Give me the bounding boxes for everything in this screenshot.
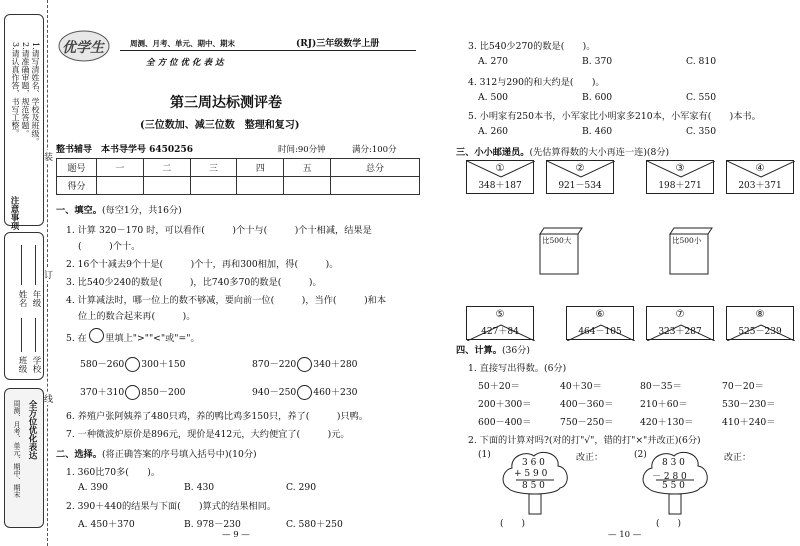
logo-sub: 全方位优化表达 [146, 58, 227, 68]
s2-q1-option-b[interactable]: B. 430 [184, 482, 215, 493]
score-header-cell: 五 [284, 159, 331, 177]
s2-q2-option-a[interactable]: A. 450＋370 [78, 519, 135, 530]
compare-item-4 [252, 384, 358, 400]
compare-left: 370＋310 [80, 387, 125, 398]
score-cell[interactable] [331, 177, 420, 195]
mailbox-right-label: 比500小 [672, 236, 702, 245]
compare-circle[interactable] [125, 385, 140, 400]
envelope-1[interactable] [466, 160, 534, 194]
envelope-4[interactable] [726, 160, 794, 194]
book-label: (RJ)三年级数学上册 [296, 39, 380, 49]
envelope-number: ④ [755, 163, 765, 174]
score-cell[interactable] [190, 177, 237, 195]
compare-left: 580－260 [80, 359, 125, 370]
mental-item[interactable]: 400－360＝ [560, 399, 614, 410]
s2-q4-option-c[interactable]: C. 550 [686, 92, 717, 103]
envelope-2[interactable] [546, 160, 614, 194]
envelope-6[interactable] [566, 306, 634, 340]
score-table-header-row [57, 159, 420, 177]
envelope-number: ⑦ [675, 309, 685, 320]
s1-q5: 5. 在 里填上">""<"或"="。 [66, 333, 200, 344]
s2-q2-option-c[interactable]: C. 580＋250 [286, 519, 343, 530]
check1-row2: + 5 9 0 [514, 469, 548, 479]
s1-q2: 2. 16个十减去9个十是( )个十，再和300相加，得( )。 [66, 259, 339, 270]
series-label: 周测、月考、单元、期中、期末 [130, 39, 235, 48]
mailbox-left-label: 比500大 [542, 236, 572, 245]
s2-q1-option-a[interactable]: A. 390 [78, 482, 109, 493]
name-label: 姓名 [17, 290, 27, 307]
s2-q4-option-a[interactable]: A. 500 [478, 92, 509, 103]
s2-q3-option-c[interactable]: C. 810 [686, 56, 717, 67]
s2-q3: 3. 比540少270的数是( )。 [468, 41, 596, 52]
school-line[interactable] [35, 318, 36, 352]
class-line[interactable] [21, 318, 22, 352]
s2-q4-option-b[interactable]: B. 600 [582, 92, 613, 103]
s1-q3: 3. 比540少240的数是( )，比740多70的数是( )。 [66, 277, 322, 288]
logo-text: 优学生 [62, 40, 104, 56]
compare-right: 300＋150 [141, 359, 186, 370]
score-header-cell: 四 [237, 159, 284, 177]
mailbox-left[interactable] [534, 226, 584, 276]
strip-brand: 全方位优化表达 [27, 400, 37, 460]
check2-label: (2) [634, 450, 647, 460]
compare-left: 870－220 [252, 359, 297, 370]
score-header-cell: 一 [97, 159, 144, 177]
s2-q5-option-c[interactable]: C. 350 [686, 126, 717, 137]
compare-right: 460＋230 [313, 387, 358, 398]
page-number-right: — 10 — [608, 530, 642, 540]
mental-item[interactable]: 200＋300＝ [478, 399, 532, 410]
score-cell[interactable] [97, 177, 144, 195]
section1-title: 一、填空。 [56, 205, 102, 216]
check1-fix-label: 改正： [576, 453, 604, 463]
section3-title: 三、小小邮递员。 [456, 147, 530, 158]
envelope-number: ② [575, 163, 585, 174]
score-row-label: 得分 [57, 177, 97, 195]
section2-title: 二、选择。 [56, 449, 102, 460]
section2-note: (将正确答案的序号填入括号中)(10分) [101, 449, 257, 460]
mental-item[interactable]: 420＋130＝ [640, 417, 694, 428]
compare-circle[interactable] [297, 385, 312, 400]
mental-item[interactable]: 210＋60＝ [640, 399, 688, 410]
envelope-expression: 203＋371 [738, 181, 782, 191]
section4-title: 四、计算。 [456, 345, 502, 356]
score-header-cell: 总分 [331, 159, 420, 177]
envelope-expression: 348＋187 [478, 181, 522, 191]
header-rule-left [120, 50, 416, 51]
check1-row3: 8 5 0 [522, 481, 545, 491]
instructions-item2: 2.请准确审题，规范答题。 [21, 42, 30, 138]
score-cell[interactable] [284, 177, 331, 195]
envelope-number: ① [495, 163, 505, 174]
check1-label: (1) [478, 450, 491, 460]
s1-q7: 7. 一种微波炉原价是896元，现价是412元，大约便宜了( )元。 [66, 429, 350, 440]
name-line[interactable] [21, 245, 22, 285]
s2-q1: 1. 360比70多( )。 [66, 467, 161, 478]
s2-q3-option-a[interactable]: A. 270 [478, 56, 509, 67]
strip-brand-box [4, 388, 44, 528]
page-number-left: — 9 — [222, 530, 250, 540]
envelope-expression: 921－534 [558, 181, 602, 191]
check2-fix-label: 改正： [724, 453, 752, 463]
check2-row3: 5 5 0 [662, 481, 685, 491]
grade-label: 年级 [31, 290, 41, 307]
score-table [56, 158, 420, 195]
envelope-expression: 198＋271 [658, 181, 702, 191]
s4-q2: 2. 下面的计算对吗?(对的打"√"，错的打"×"并改正)(6分) [468, 435, 701, 446]
s2-q4: 4. 312与290的和大约是( )。 [468, 77, 605, 88]
strip-brand-sub: 周测、月考、单元、期中、期末 [13, 400, 21, 498]
mental-item[interactable]: 750－250＝ [560, 417, 614, 428]
check1-answer[interactable]: ( ) [500, 519, 526, 529]
section3-note: (先估算得数的大小再连一连)(8分) [529, 147, 670, 158]
compare-right: 850－200 [141, 387, 186, 398]
mark-ding: 订 [44, 268, 53, 281]
compare-item-3 [80, 384, 186, 400]
class-label: 班级 [17, 356, 27, 373]
check2-answer[interactable]: ( ) [656, 519, 682, 529]
s2-q5-option-a[interactable]: A. 260 [478, 126, 509, 137]
s2-q2: 2. 390＋440的结果与下面( )算式的结果相同。 [66, 501, 277, 512]
s1-q4-line1: 4. 计算减法时，哪一位上的数不够减，要向前一位( )，当作( )和本 [66, 295, 387, 306]
mental-item[interactable]: 40＋30＝ [560, 381, 602, 392]
envelope-expression: 427＋84 [481, 327, 519, 337]
compare-item-1 [80, 356, 186, 372]
check2-row1: 8 3 0 [662, 458, 685, 468]
brand-logo [56, 24, 112, 64]
section4-note: (36分) [501, 345, 530, 356]
s4-q1: 1. 直接写出得数。(6分) [468, 363, 567, 374]
page-subtitle: (三位数加、减三位数 整理和复习) [140, 120, 300, 131]
instructions-item1: 1.请写清姓名、学校及班级。 [31, 42, 40, 146]
compare-left: 940－250 [252, 387, 297, 398]
score-header-cell: 题号 [57, 159, 97, 177]
tutoring-label: 整书辅导 本书导学号 6450256 [56, 145, 193, 155]
section2-heading [56, 446, 257, 460]
mailbox-left-icon [534, 226, 584, 276]
section1-heading [56, 202, 182, 216]
mental-item[interactable]: 530－230＝ [722, 399, 776, 410]
s1-q1-line1: 1. 计算 320－170 时，可以看作( )个十与( )个十相减，结果是 [66, 225, 372, 236]
check2-tree-icon [640, 448, 710, 516]
s1-q4-line2: 位上的数合起来再( )。 [78, 311, 196, 322]
mental-item[interactable]: 600－400＝ [478, 417, 532, 428]
envelope-3[interactable] [646, 160, 714, 194]
envelope-number: ⑥ [595, 309, 605, 320]
page-title: 第三周达标测评卷 [170, 95, 282, 111]
mark-xian: 线 [44, 392, 53, 405]
school-label: 学校 [31, 356, 41, 373]
envelope-number: ⑤ [495, 309, 505, 320]
envelope-7[interactable] [646, 306, 714, 340]
s2-q1-option-c[interactable]: C. 290 [286, 482, 317, 493]
binding-strip [0, 0, 54, 546]
compare-right: 340＋280 [313, 359, 358, 370]
check2-row2: － 2 8 0 [652, 472, 687, 482]
score-cell[interactable] [237, 177, 284, 195]
section4-heading [456, 342, 530, 356]
envelope-expression: 323＋287 [658, 327, 702, 337]
check1-row1: 3 6 0 [522, 458, 545, 468]
s1-q1-line2: ( )个十。 [78, 241, 141, 252]
envelope-8[interactable] [726, 306, 794, 340]
s2-q5-option-b[interactable]: B. 460 [582, 126, 613, 137]
s2-q5: 5. 小明家有250本书，小军家比小明家多210本，小军家有( )本书。 [468, 111, 761, 122]
instructions-item3: 3.请认真作答，书写工整。 [11, 42, 20, 138]
s2-q2-option-b[interactable]: B. 978－230 [184, 519, 241, 530]
envelope-number: ③ [675, 163, 685, 174]
mental-item[interactable]: 80－35＝ [640, 381, 682, 392]
mark-zhuang: 装 [44, 150, 53, 163]
mental-item[interactable]: 70－20＝ [722, 381, 764, 392]
s1-q6: 6. 养殖户张阿姨养了480只鸡，养的鸭比鸡多150只，养了( )只鸭。 [66, 411, 368, 422]
score-table-score-row [57, 177, 420, 195]
section1-note: (每空1分，共16分) [101, 205, 182, 216]
envelope-number: ⑧ [755, 309, 765, 320]
time-label: 时间:90分钟 [278, 145, 326, 155]
instructions-title: 注意事项 [9, 196, 19, 230]
score-header-cell: 三 [190, 159, 237, 177]
envelope-5[interactable] [466, 306, 534, 340]
grade-line[interactable] [35, 245, 36, 285]
q5-circle-sample [89, 328, 104, 343]
mental-item[interactable]: 410＋240＝ [722, 417, 776, 428]
compare-item-2 [252, 356, 358, 372]
envelope-expression: 464－105 [578, 327, 622, 337]
mental-item[interactable]: 50＋20＝ [478, 381, 520, 392]
score-header-cell: 二 [143, 159, 190, 177]
s2-q3-option-b[interactable]: B. 370 [582, 56, 613, 67]
score-cell[interactable] [143, 177, 190, 195]
full-score-label: 满分:100分 [352, 145, 397, 155]
compare-circle[interactable] [125, 357, 140, 372]
check1-tree-icon [500, 448, 570, 516]
mailbox-right-icon [664, 226, 714, 276]
compare-circle[interactable] [297, 357, 312, 372]
section3-heading [456, 144, 669, 158]
mailbox-right[interactable] [664, 226, 714, 276]
envelope-expression: 525－239 [738, 327, 782, 337]
